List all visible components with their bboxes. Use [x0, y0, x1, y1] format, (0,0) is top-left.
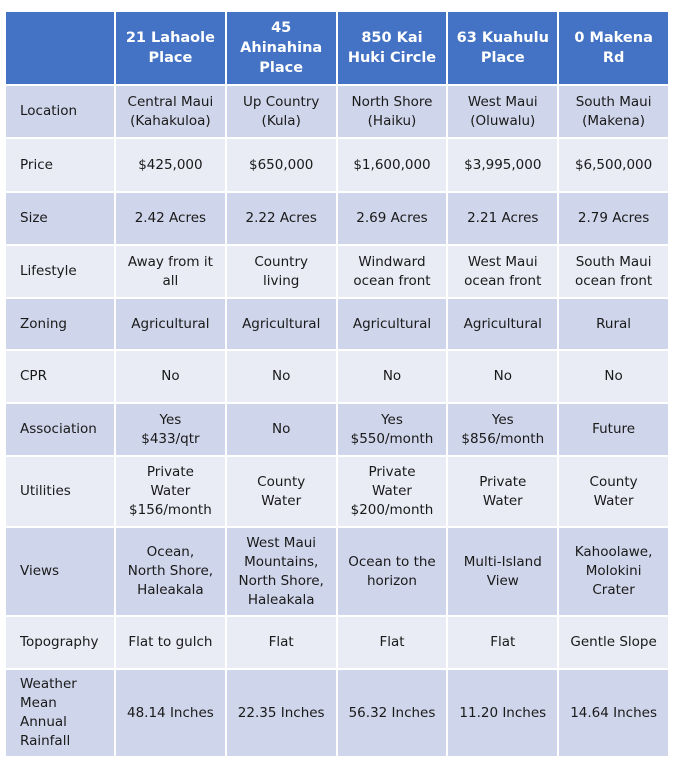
row-label: Lifestyle: [5, 245, 115, 298]
table-cell: Yes $433/qtr: [115, 403, 226, 456]
table-cell: Windward ocean front: [337, 245, 448, 298]
table-cell: Yes $856/month: [447, 403, 558, 456]
table-cell: Flat: [447, 616, 558, 669]
table-cell: No: [337, 350, 448, 403]
table-cell: Agricultural: [115, 298, 226, 350]
table-cell: 2.21 Acres: [447, 192, 558, 245]
table-cell: Agricultural: [337, 298, 448, 350]
table-cell: No: [558, 350, 669, 403]
property-comparison-table: [4, 10, 670, 758]
table-cell: 2.22 Acres: [226, 192, 337, 245]
header-21-lahaole-place: 21 Lahaole Place: [115, 11, 226, 85]
table-cell: $6,500,000: [558, 138, 669, 192]
table-cell: Central Maui (Kahakuloa): [115, 85, 226, 138]
row-location: [5, 85, 669, 138]
table-cell: Agricultural: [226, 298, 337, 350]
header-45-ahinahina-place: 45 Ahinahina Place: [226, 11, 337, 85]
table-cell: County Water: [226, 456, 337, 527]
table-cell: 2.69 Acres: [337, 192, 448, 245]
table-cell: South Maui ocean front: [558, 245, 669, 298]
table-cell: Flat: [337, 616, 448, 669]
table-cell: No: [447, 350, 558, 403]
table-cell: 48.14 Inches: [115, 669, 226, 757]
header-corner-cell: [5, 11, 115, 85]
row-zoning: [5, 298, 669, 350]
table-cell: 11.20 Inches: [447, 669, 558, 757]
table-cell: 2.79 Acres: [558, 192, 669, 245]
row-label: Topography: [5, 616, 115, 669]
table-cell: Yes $550/month: [337, 403, 448, 456]
table-cell: Kahoolawe, Molokini Crater: [558, 527, 669, 616]
header-63-kuahulu-place: 63 Kuahulu Place: [447, 11, 558, 85]
table-cell: $650,000: [226, 138, 337, 192]
row-label: Location: [5, 85, 115, 138]
table-cell: Flat to gulch: [115, 616, 226, 669]
table-cell: No: [226, 403, 337, 456]
table-cell: North Shore (Haiku): [337, 85, 448, 138]
row-label: Zoning: [5, 298, 115, 350]
row-label: CPR: [5, 350, 115, 403]
table-cell: $425,000: [115, 138, 226, 192]
table-cell: Country living: [226, 245, 337, 298]
table-cell: Ocean to the horizon: [337, 527, 448, 616]
row-rainfall: [5, 669, 669, 757]
table-cell: Multi-Island View: [447, 527, 558, 616]
table-cell: Away from it all: [115, 245, 226, 298]
row-label: Size: [5, 192, 115, 245]
table-cell: County Water: [558, 456, 669, 527]
table-cell: 22.35 Inches: [226, 669, 337, 757]
table-cell: Up Country (Kula): [226, 85, 337, 138]
table-cell: Rural: [558, 298, 669, 350]
row-label: Views: [5, 527, 115, 616]
table-body: [5, 85, 669, 757]
table-cell: West Maui (Oluwalu): [447, 85, 558, 138]
row-cpr: [5, 350, 669, 403]
table-cell: South Maui (Makena): [558, 85, 669, 138]
table-cell: Gentle Slope: [558, 616, 669, 669]
row-lifestyle: [5, 245, 669, 298]
row-label: Association: [5, 403, 115, 456]
table-cell: $1,600,000: [337, 138, 448, 192]
row-views: [5, 527, 669, 616]
table-cell: Private Water $200/month: [337, 456, 448, 527]
row-label: Price: [5, 138, 115, 192]
table-cell: Ocean, North Shore, Haleakala: [115, 527, 226, 616]
table-cell: Private Water $156/month: [115, 456, 226, 527]
row-label: Weather Mean Annual Rainfall: [5, 669, 115, 757]
table-cell: 2.42 Acres: [115, 192, 226, 245]
table-cell: Future: [558, 403, 669, 456]
table-cell: West Maui ocean front: [447, 245, 558, 298]
table-cell: No: [115, 350, 226, 403]
row-price: [5, 138, 669, 192]
table-cell: Private Water: [447, 456, 558, 527]
row-association: [5, 403, 669, 456]
row-label: Utilities: [5, 456, 115, 527]
header-row: [5, 11, 669, 85]
table-cell: 14.64 Inches: [558, 669, 669, 757]
table-cell: 56.32 Inches: [337, 669, 448, 757]
table-cell: Agricultural: [447, 298, 558, 350]
table-cell: No: [226, 350, 337, 403]
table-cell: Flat: [226, 616, 337, 669]
header-0-makena-rd: 0 Makena Rd: [558, 11, 669, 85]
row-topography: [5, 616, 669, 669]
row-size: [5, 192, 669, 245]
table-cell: West Maui Mountains, North Shore, Haleakala: [226, 527, 337, 616]
table-cell: $3,995,000: [447, 138, 558, 192]
header-850-kai-huki-circle: 850 Kai Huki Circle: [337, 11, 448, 85]
row-utilities: [5, 456, 669, 527]
table-header: [5, 11, 669, 85]
